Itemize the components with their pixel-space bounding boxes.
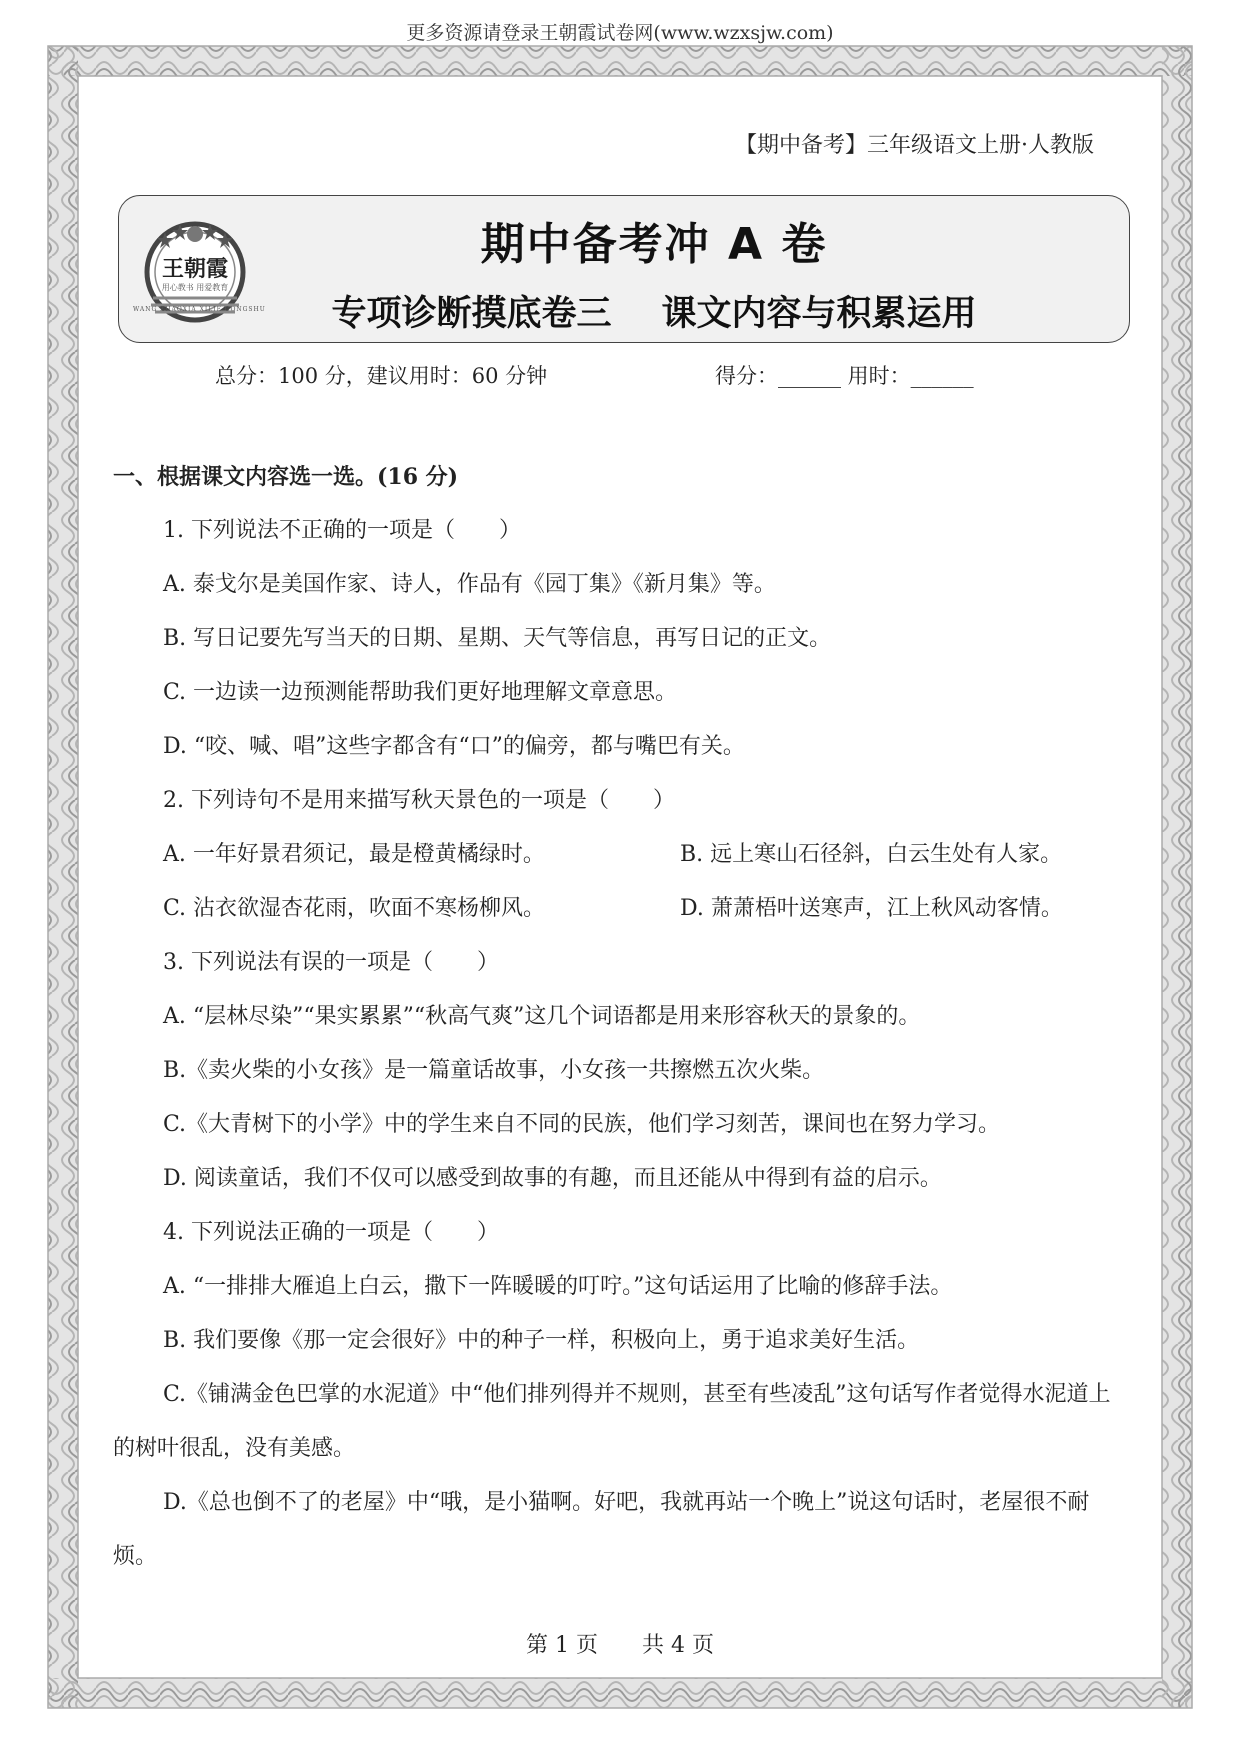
- exam-main-title: 期中备考冲 A 卷: [480, 219, 828, 270]
- logo-ring-text: WANG ZHAOXIA XILIE CONGSHU: [133, 306, 266, 313]
- title-panel: [118, 195, 1130, 343]
- question-3-option-c: C.《大青树下的小学》中的学生来自不同的民族，他们学习刻苦，课间也在努力学习。: [163, 1112, 1001, 1137]
- page-number: 第 1 页 共 4 页: [526, 1633, 714, 1658]
- question-1-stem: 1. 下列说法不正确的一项是（ ）: [163, 518, 521, 543]
- question-3-option-b: B.《卖火柴的小女孩》是一篇童话故事，小女孩一共擦燃五次火柴。: [163, 1058, 825, 1083]
- score-info: [215, 360, 1045, 390]
- question-content: [113, 460, 1128, 1594]
- question-3-stem: 3. 下列说法有误的一项是（ ）: [163, 950, 499, 975]
- exam-sub-title-left: 专项诊断摸底卷三: [331, 294, 612, 334]
- question-1-option-c: C. 一边读一边预测能帮助我们更好地理解文章意思。: [163, 680, 678, 705]
- question-3-option-a: A. “层林尽染”“果实累累”“秋高气爽”这几个词语都是用来形容秋天的景象的。: [163, 1004, 921, 1029]
- logo-text: 王朝霞: [161, 256, 228, 282]
- logo-tagline: 用心教书 用爱教育: [161, 283, 229, 292]
- question-2-options-row-1: [113, 838, 1128, 892]
- question-2-option-c: C. 沾衣欲湿杏花雨，吹面不寒杨柳风。: [163, 896, 546, 921]
- question-1-option-d: D. “咬、喊、唱”这些字都含有“口”的偏旁，都与嘴巴有关。: [163, 734, 745, 759]
- question-2-options-row-2: [113, 892, 1128, 946]
- question-2-option-b: B. 远上寒山石径斜，白云生处有人家。: [680, 842, 1063, 867]
- score-blank-fields: 得分：______ 用时：______: [715, 364, 974, 388]
- question-4-option-c: C.《铺满金色巴掌的水泥道》中“他们排列得并不规则，甚至有些凌乱”这句话写作者觉得水泥道上的树叶很乱，没有美感。: [113, 1382, 1111, 1461]
- site-banner: 更多资源请登录王朝霞试卷网(www.wzxsjw.com): [406, 22, 834, 44]
- question-4-stem: 4. 下列说法正确的一项是（ ）: [163, 1220, 499, 1245]
- section-title: 一、根据课文内容选一选。(16 分): [113, 464, 459, 490]
- exam-sub-title: [119, 286, 1129, 336]
- total-score-time: 总分：100 分，建议用时：60 分钟: [215, 364, 548, 388]
- question-2-stem: 2. 下列诗句不是用来描写秋天景色的一项是（ ）: [163, 788, 675, 813]
- question-1-option-b: B. 写日记要先写当天的日期、星期、天气等信息，再写日记的正文。: [163, 626, 832, 651]
- question-4-option-a: A. “一排排大雁追上白云，撒下一阵暖暖的叮咛。”这句话运用了比喻的修辞手法。: [163, 1274, 953, 1299]
- question-2-option-d: D. 萧萧梧叶送寒声，江上秋风动客情。: [680, 896, 1063, 921]
- question-1-option-a: A. 泰戈尔是美国作家、诗人，作品有《园丁集》《新月集》等。: [163, 572, 776, 597]
- question-4-option-d: D.《总也倒不了的老屋》中“哦，是小猫啊。好吧，我就再站一个晚上”说这句话时，老屋很不耐烦。: [113, 1490, 1090, 1569]
- series-label: 【期中备考】三年级语文上册·人教版: [735, 133, 1094, 158]
- exam-sub-title-right: 课文内容与积累运用: [661, 294, 977, 334]
- question-2-option-a: A. 一年好景君须记，最是橙黄橘绿时。: [163, 842, 545, 867]
- question-4-option-b: B. 我们要像《那一定会很好》中的种子一样，积极向上，勇于追求美好生活。: [163, 1328, 920, 1353]
- question-3-option-d: D. 阅读童话，我们不仅可以感受到故事的有趣，而且还能从中得到有益的启示。: [163, 1166, 942, 1191]
